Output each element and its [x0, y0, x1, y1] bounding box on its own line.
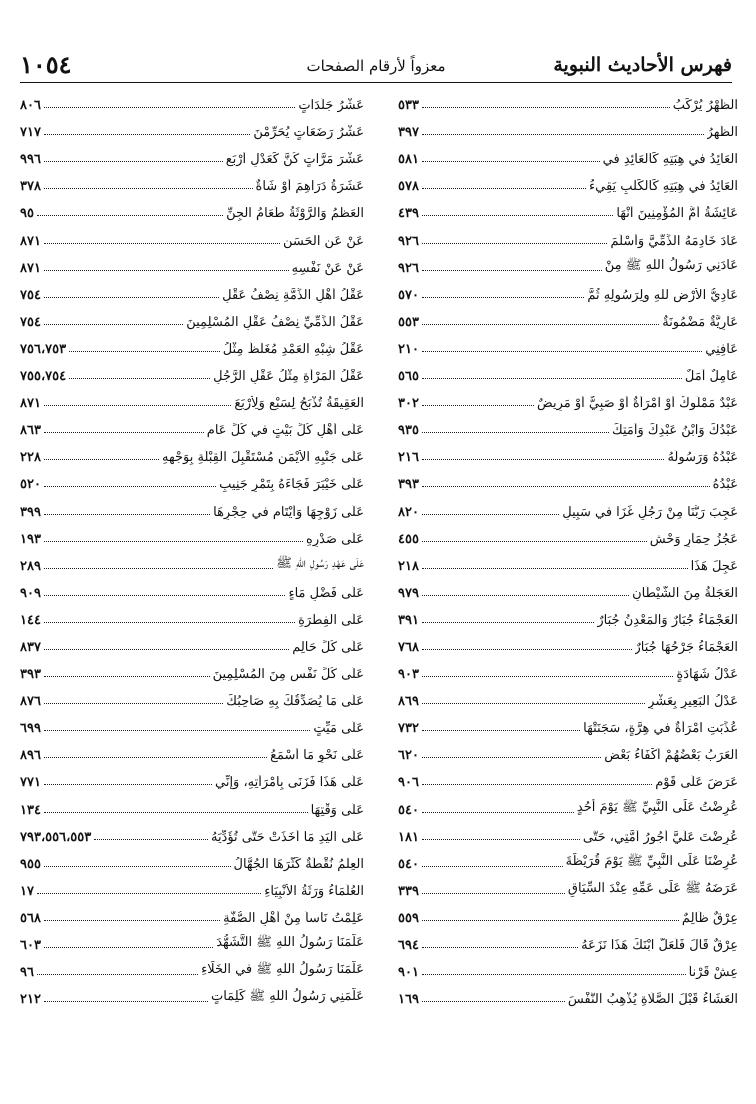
entry-text: عَلَى وَقْتِهَا — [310, 802, 364, 818]
entry-text: عَلَى فَضْلِ مَاءٍ — [288, 585, 364, 601]
entry-page-numbers: ٦٢٠ — [398, 748, 419, 764]
entry-page-numbers: ٥٤٠ — [398, 856, 419, 872]
index-entry — [20, 655, 364, 682]
leader-dots — [422, 812, 574, 813]
index-entry — [398, 682, 738, 709]
entry-page-numbers: ٥٨١ — [398, 152, 419, 168]
entry-page-numbers: ٣٩٣ — [398, 477, 419, 493]
entry-page-numbers: ٨٧١ — [20, 233, 41, 249]
index-entry — [398, 249, 738, 276]
entry-text: العِلْمُ نُقْطَةٌ كَثَّرَهَا الجُهَّالُ — [233, 856, 364, 872]
leader-dots — [422, 324, 659, 325]
entry-text: عِرْقٌ قَالَ فَلَعَلَّ ابْنَكَ هَذَا نَزَعَهُ — [581, 938, 738, 953]
entry-text: عَدْلُ شَهَادَةٍ — [676, 667, 738, 683]
leader-dots — [44, 866, 231, 867]
leader-dots — [422, 270, 602, 271]
entry-text: عُذِّبَتِ امْرَأَةٌ في هِرَّةٍ، سَجَنَتْهَا — [583, 721, 738, 737]
entry-text: عَلَى كُلِّ نَفْسٍ مِنَ المُسْلِمِينَ — [212, 667, 364, 683]
index-entry — [20, 736, 364, 763]
entry-text: الظَّهْرُ يُرْكَبُ — [672, 98, 738, 114]
leader-dots — [37, 974, 198, 975]
entry-page-numbers: ٣٩١ — [398, 612, 419, 628]
entry-text: عَبْدُهُ — [712, 477, 738, 493]
index-entry — [20, 574, 364, 601]
entry-page-numbers: ٩٧٩ — [398, 585, 419, 601]
index-entry — [398, 492, 738, 519]
leader-dots — [44, 107, 295, 108]
leader-dots — [422, 947, 578, 948]
entry-page-numbers: ٥٥٩ — [398, 910, 419, 926]
entry-text: عَلَى مَا يُصَدِّقُكَ بِهِ صَاحِبُكَ — [226, 694, 364, 710]
entry-text: عَرَضَهُ ﷺ عَلَى عَمِّهِ عِنْدَ السِّيَاقِ — [567, 880, 738, 896]
entry-text: عَقْلُ المَرْأَةِ مِثْلُ عَقْلِ الرَّجُلِ — [213, 369, 364, 385]
leader-dots — [44, 920, 220, 921]
entry-page-numbers: ٩٥٥ — [20, 856, 41, 872]
leader-dots — [422, 432, 609, 433]
leader-dots — [44, 324, 183, 325]
leader-dots — [44, 595, 286, 596]
leader-dots — [44, 622, 295, 623]
header-rule — [20, 82, 732, 83]
leader-dots — [422, 568, 688, 569]
index-entry — [398, 709, 738, 736]
leader-dots — [44, 459, 159, 460]
entry-page-numbers: ٥٥٣ — [398, 314, 419, 330]
index-entry — [398, 574, 738, 601]
entry-page-numbers: ٣٩٣ — [20, 667, 41, 683]
entry-page-numbers: ١٧ — [20, 883, 34, 899]
index-entry — [20, 682, 364, 709]
index-entry — [398, 628, 738, 655]
entry-page-numbers: ٥٧٠ — [398, 287, 419, 303]
index-entry — [20, 411, 364, 438]
index-entry — [398, 276, 738, 303]
entry-text: عَلَى كُلِّ حَالِمٍ — [292, 639, 364, 655]
index-entry — [20, 709, 364, 736]
entry-text: عَلَى مَيِّتٍ — [313, 721, 364, 737]
leader-dots — [44, 432, 204, 433]
entry-text: العَجَلَةُ مِنَ الشَّيْطَانِ — [632, 585, 738, 601]
entry-text: عِرْقٌ ظَالِمٌ — [681, 910, 738, 926]
leader-dots — [422, 405, 534, 406]
leader-dots — [37, 893, 261, 894]
leader-dots — [422, 486, 710, 487]
entry-text: العَجْمَاءُ جُبَارٌ وَالمَعْدِنُ جُبَارٌ — [597, 612, 738, 628]
index-entry — [20, 113, 364, 140]
index-entry — [20, 330, 364, 357]
leader-dots — [422, 514, 559, 515]
entry-text: عَجِبَ رَبُّنَا مِنْ رَجُلٍ غَزَا في سَبِيلِ — [562, 504, 738, 520]
leader-dots — [69, 378, 210, 379]
entry-text: عَلِمْتُ نَاساً مِنْ أَهْلِ الصُّفَّةِ — [223, 910, 364, 926]
entry-page-numbers: ٨٧٦ — [20, 694, 41, 710]
index-entry — [398, 113, 738, 140]
entry-text: عُرِضْتَ عَلَيَّ أُجُورُ أُمَّتِي، حَتَّى — [582, 829, 738, 845]
entry-text: العُلَمَاءُ وَرَثَةُ الأَنْبِيَاءِ — [264, 883, 364, 899]
index-entry — [398, 926, 738, 953]
leader-dots — [422, 703, 645, 704]
entry-page-numbers: ١٩٣ — [20, 531, 41, 547]
entry-page-numbers: ٧٣٢ — [398, 721, 419, 737]
leader-dots — [422, 378, 682, 379]
index-entry — [20, 465, 364, 492]
leader-dots — [44, 243, 280, 244]
index-entry — [20, 357, 364, 384]
entry-text: عُرِضْنَا عَلَى النَّبِيِّ ﷺ يَوْمَ قُرَيْظَةَ — [565, 853, 738, 869]
entry-page-numbers: ٨٣٧ — [20, 639, 41, 655]
index-entry — [20, 601, 364, 628]
index-entry — [398, 872, 738, 899]
index-column-left — [20, 86, 364, 1007]
entry-text: عَلَّمَنَا رَسُولُ اللهِ ﷺ في الخَلَاءِ — [201, 962, 364, 978]
entry-page-numbers: ١٦٩ — [398, 992, 419, 1008]
entry-page-numbers: ٣٧٨ — [20, 179, 41, 195]
entry-text: عَلَى اليَدِ مَا أَخَذَتْ حَتَّى تُؤَدِّيَهُ — [210, 829, 364, 845]
leader-dots — [422, 1001, 565, 1002]
leader-dots — [422, 730, 580, 731]
entry-page-numbers: ٩٠١ — [398, 965, 419, 981]
entry-page-numbers: ٧٥٤ — [20, 287, 41, 303]
entry-page-numbers: ٣٠٢ — [398, 396, 419, 412]
index-entry — [20, 492, 364, 519]
entry-page-numbers: ٤٣٩ — [398, 206, 419, 222]
index-entry — [20, 303, 364, 330]
leader-dots — [422, 893, 565, 894]
leader-dots — [422, 351, 702, 352]
index-entry — [20, 953, 364, 980]
entry-page-numbers: ٨٧١ — [20, 396, 41, 412]
entry-text: عُرِضْتُ عَلَى النَّبِيِّ ﷺ يَوْمَ أُحُدٍ — [576, 799, 738, 815]
leader-dots — [422, 784, 652, 785]
entry-page-numbers: ٨٠٦ — [20, 98, 41, 114]
leader-dots — [422, 107, 670, 108]
entry-text: عَلَى جَنْبِهِ الأَيْمَنِ مُسْتَقْبِلَ القِبْلَةِ بِوَجْهِهِ — [162, 450, 364, 466]
index-entry — [20, 249, 364, 276]
entry-text: عَشَرَةُ دَرَاهِمَ أَوْ شَاةٌ — [255, 179, 364, 195]
leader-dots — [44, 134, 250, 135]
entry-text: عَبْدُكَ وَابْنُ عَبْدِكَ وَأَمَتِكَ — [612, 423, 738, 439]
entry-text: عَبْدُهُ وَرَسُولُهُ — [667, 450, 738, 466]
leader-dots — [422, 459, 665, 460]
leader-dots — [422, 974, 686, 975]
entry-text: عَائِشَةُ أُمُّ المُؤْمِنِينَ أُنْهَا — [616, 206, 738, 222]
leader-dots — [422, 866, 563, 867]
index-entry — [20, 86, 364, 113]
index-entry — [20, 276, 364, 303]
entry-text: عَلَى خَيْبَرَ فَجَاءَهُ بِتَمْرٍ جَنِيبٍ — [219, 477, 364, 493]
index-entry — [20, 818, 364, 845]
leader-dots — [422, 622, 594, 623]
index-entry — [398, 953, 738, 980]
index-entry — [20, 845, 364, 872]
leader-dots — [422, 839, 580, 840]
header-subtitle: معزواً لأرقام الصفحات — [306, 57, 446, 75]
leader-dots — [44, 947, 213, 948]
index-entry — [398, 438, 738, 465]
index-entry — [20, 926, 364, 953]
entry-text: عَشْرَ مَرَّاتٍ كُنَّ كَعَدْلِ أَرْبَعٍ — [225, 152, 364, 168]
index-entry — [398, 167, 738, 194]
index-entry — [398, 520, 738, 547]
index-entry — [398, 601, 738, 628]
entry-page-numbers: ١٣٤ — [20, 802, 41, 818]
entry-page-numbers: ٥٢٠ — [20, 477, 41, 493]
leader-dots — [44, 514, 210, 515]
entry-page-numbers: ٩٠٦ — [398, 775, 419, 791]
leader-dots — [422, 920, 679, 921]
index-entry — [398, 899, 738, 926]
leader-dots — [44, 676, 210, 677]
entry-text: عَارِيَّةٌ مَضْمُونَةٌ — [662, 314, 738, 330]
page-number: ١٠٥٤ — [20, 50, 72, 79]
index-entry — [398, 845, 738, 872]
entry-page-numbers: ٥٦٥ — [398, 369, 419, 385]
entry-text: عَادِيُّ الأَرْضِ للهِ ولِرَسُولِهِ ثُمَّ — [587, 287, 738, 303]
leader-dots — [37, 215, 223, 216]
entry-page-numbers: ٩٦ — [20, 965, 34, 981]
entry-page-numbers: ٣٩٧ — [398, 125, 419, 141]
entry-page-numbers: ٨٧١ — [20, 260, 41, 276]
entry-page-numbers: ٦٩٩ — [20, 721, 41, 737]
entry-page-numbers: ٥٦٨ — [20, 910, 41, 926]
entry-text: عَلَى الفِطْرَةِ — [298, 612, 364, 628]
index-entry — [398, 140, 738, 167]
entry-page-numbers: ٨٦٩ — [398, 694, 419, 710]
index-entry — [20, 520, 364, 547]
entry-page-numbers: ٦٠٣ — [20, 938, 41, 953]
index-entry — [398, 655, 738, 682]
entry-page-numbers: ١٤٤ — [20, 612, 41, 628]
entry-page-numbers: ٧٧١ — [20, 775, 41, 791]
index-entry — [398, 547, 738, 574]
leader-dots — [44, 161, 223, 162]
leader-dots — [44, 812, 308, 813]
leader-dots — [422, 649, 632, 650]
entry-text: عَرَضَ عَلَى قَوْمٍ — [655, 775, 738, 791]
entry-page-numbers: ٢١٢ — [20, 992, 41, 1008]
index-entry — [20, 384, 364, 411]
leader-dots — [44, 405, 231, 406]
leader-dots — [44, 703, 223, 704]
entry-page-numbers: ٨٩٦ — [20, 748, 41, 764]
leader-dots — [422, 297, 584, 298]
index-entry — [20, 899, 364, 926]
entry-text: عَادَنِي رَسُولُ اللهِ ﷺ مِنْ — [604, 257, 738, 273]
entry-text: عَنْ عَنِ الحَسَنِ — [282, 233, 364, 249]
book-title: فهرس الأحاديث النبوية — [553, 54, 732, 76]
entry-page-numbers: ٩٠٣ — [398, 667, 419, 683]
entry-text: العَشَاءُ قَبْلَ الصَّلَاةِ يُذْهِبُ النَّفْسَ — [567, 992, 738, 1008]
leader-dots — [94, 839, 208, 840]
entry-text: عَافِنِي — [705, 341, 738, 357]
index-entry — [398, 736, 738, 763]
index-entry — [20, 140, 364, 167]
leader-dots — [44, 188, 253, 189]
leader-dots — [422, 215, 613, 216]
index-entry — [20, 872, 364, 899]
entry-page-numbers: ٨٦٣ — [20, 423, 41, 439]
entry-page-numbers: ٧٦٨ — [398, 639, 419, 655]
leader-dots — [422, 595, 629, 596]
entry-page-numbers: ٧٥٦،٧٥٣ — [20, 341, 67, 357]
entry-text: عَلَى هَذَا فَزَنَى بِامْرَأَتِهِ، وَإِنِّي — [214, 775, 364, 791]
entry-page-numbers: ٩٢٦ — [398, 260, 419, 276]
entry-text: عَقْلُ شِبْهِ العَمْدِ مُغَلَّظٌ مِثْلُ — [222, 341, 364, 357]
entry-page-numbers: ٣٣٩ — [398, 883, 419, 899]
entry-text: عَلَى نَحْوِ مَا أَسْمَعُ — [270, 748, 364, 764]
index-column-right — [398, 86, 738, 1007]
index-entry — [398, 303, 738, 330]
entry-text: العَقِيقَةُ تُذْبَحُ لِسَبْعٍ وَلِأَرْبَعَ — [234, 396, 364, 412]
index-entry — [20, 438, 364, 465]
entry-text: عَقْلُ أَهْلِ الذِّمَّةِ نِصْفُ عَقْلِ — [222, 287, 364, 303]
index-entry — [20, 790, 364, 817]
leader-dots — [44, 784, 212, 785]
leader-dots — [422, 243, 607, 244]
leader-dots — [422, 676, 673, 677]
entry-text: الظَّهرُ — [706, 125, 738, 141]
entry-page-numbers: ٩٠٩ — [20, 585, 41, 601]
entry-page-numbers: ٧٩٣،٥٥٦،٥٥٣ — [20, 829, 92, 845]
leader-dots — [44, 486, 216, 487]
entry-page-numbers: ٢١٨ — [398, 558, 419, 574]
leader-dots — [44, 568, 273, 569]
index-entry — [398, 465, 738, 492]
entry-text: عَشْرُ رَضَعَاتٍ يُحَرِّمْنَ — [253, 125, 364, 141]
entry-text: عَلَى أَهْلِ كُلِّ بَيْتٍ في كُلِّ عَامٍ — [206, 423, 364, 439]
entry-text: عَلَى صَدْرِهِ — [306, 531, 364, 547]
index-entry — [398, 411, 738, 438]
leader-dots — [44, 1001, 208, 1002]
entry-text: عَنْ عَنْ نَفْسِهِ — [291, 260, 364, 276]
entry-text: عَلَى عَهْدِ رَسُولِ اللهِ ﷺ — [276, 555, 364, 571]
index-entry — [398, 330, 738, 357]
index-entry — [398, 86, 738, 113]
entry-page-numbers: ٧٥٤ — [20, 314, 41, 330]
entry-text: عَلَّمَنِي رَسُولُ اللهِ ﷺ كَلِمَاتٍ — [211, 989, 364, 1005]
index-entry — [20, 628, 364, 655]
entry-page-numbers: ٩٥ — [20, 206, 34, 222]
entry-page-numbers: ٥٣٣ — [398, 98, 419, 114]
entry-text: عِشْ قَرْناً — [688, 965, 738, 981]
leader-dots — [69, 351, 220, 352]
entry-page-numbers: ٧٥٥،٧٥٤ — [20, 369, 67, 385]
entry-text: عَجِلَ هَذَا — [690, 558, 738, 574]
entry-text: عَلَّمَنَا رَسُولُ اللهِ ﷺ التَّشَهُّدَ — [216, 935, 364, 950]
leader-dots — [422, 757, 601, 758]
index-entry — [398, 763, 738, 790]
entry-page-numbers: ١٨١ — [398, 829, 419, 845]
entry-text: العَرَبُ بَعْضُهُمْ أَكْفَاءُ بَعْضٍ — [604, 748, 738, 764]
index-entry — [398, 194, 738, 221]
entry-text: عَقْلُ الذِّمِّيِّ نِصْفُ عَقْلِ المُسْلِمِينَ — [186, 314, 364, 330]
index-entry — [20, 167, 364, 194]
leader-dots — [44, 757, 267, 758]
leader-dots — [422, 134, 704, 135]
entry-page-numbers: ٢١٠ — [398, 341, 419, 357]
leader-dots — [44, 541, 303, 542]
index-entry — [398, 980, 738, 1007]
leader-dots — [44, 730, 310, 731]
entry-text: عَامِلٌ أَمَلٌ — [684, 369, 738, 385]
entry-page-numbers: ٨٢٠ — [398, 504, 419, 520]
entry-text: العَظْمُ وَالرَّوْثَةُ طَعَامُ الجِنِّ — [226, 206, 364, 222]
index-entry — [20, 194, 364, 221]
entry-text: عَلَى زَوْجِهَا وَأَيْتَامٍ في حِجْرِهَا — [213, 504, 364, 520]
leader-dots — [422, 161, 600, 162]
entry-text: عَبْدٌ مَمْلُوكٌ أَوْ امْرَأَةٌ أَوْ صَبِيٌّ أَوْ مَرِيضٌ — [537, 396, 738, 412]
entry-page-numbers: ٥٧٨ — [398, 179, 419, 195]
index-entry — [398, 818, 738, 845]
entry-page-numbers: ٩٩٦ — [20, 152, 41, 168]
entry-page-numbers: ٩٣٥ — [398, 423, 419, 439]
entry-page-numbers: ٦٩٤ — [398, 938, 419, 953]
index-entry — [20, 980, 364, 1007]
entry-text: عَدْلُ البَعِيرِ بِعَشْرٍ — [648, 694, 738, 710]
entry-page-numbers: ٤٥٥ — [398, 531, 419, 547]
page-header — [20, 50, 732, 84]
index-entry — [398, 790, 738, 817]
entry-text: عَادَ خَادِمَهُ الذِّمِّيَّ وَأَسْلَمَ — [610, 233, 738, 249]
entry-text: العَائِدُ في هِبَتِهِ كَالعَائِدِ في — [602, 152, 738, 168]
entry-text: عَشْرُ جَلَدَاتٍ — [298, 98, 364, 114]
entry-page-numbers: ٢٨٩ — [20, 558, 41, 574]
entry-page-numbers: ٩٢٦ — [398, 233, 419, 249]
entry-page-numbers: ٣٩٩ — [20, 504, 41, 520]
leader-dots — [422, 541, 647, 542]
entry-page-numbers: ٢٢٨ — [20, 450, 41, 466]
leader-dots — [44, 270, 289, 271]
index-entry — [398, 357, 738, 384]
index-entry — [20, 547, 364, 574]
entry-page-numbers: ٧١٧ — [20, 125, 41, 141]
index-entry — [398, 384, 738, 411]
index-entry — [20, 763, 364, 790]
leader-dots — [44, 649, 289, 650]
entry-text: عَجُزُ حِمَارٍ وَحْشٍ — [649, 531, 738, 547]
entry-page-numbers: ٢١٦ — [398, 450, 419, 466]
index-entry — [398, 221, 738, 248]
index-entry — [20, 221, 364, 248]
entry-page-numbers: ٥٤٠ — [398, 802, 419, 818]
leader-dots — [44, 297, 219, 298]
leader-dots — [422, 188, 586, 189]
entry-text: العَجْمَاءُ جَرْحُهَا جُبَارٌ — [634, 639, 738, 655]
entry-text: العَائِدُ في هِبَتِهِ كَالكَلْبِ يَقِيءُ — [589, 179, 738, 195]
